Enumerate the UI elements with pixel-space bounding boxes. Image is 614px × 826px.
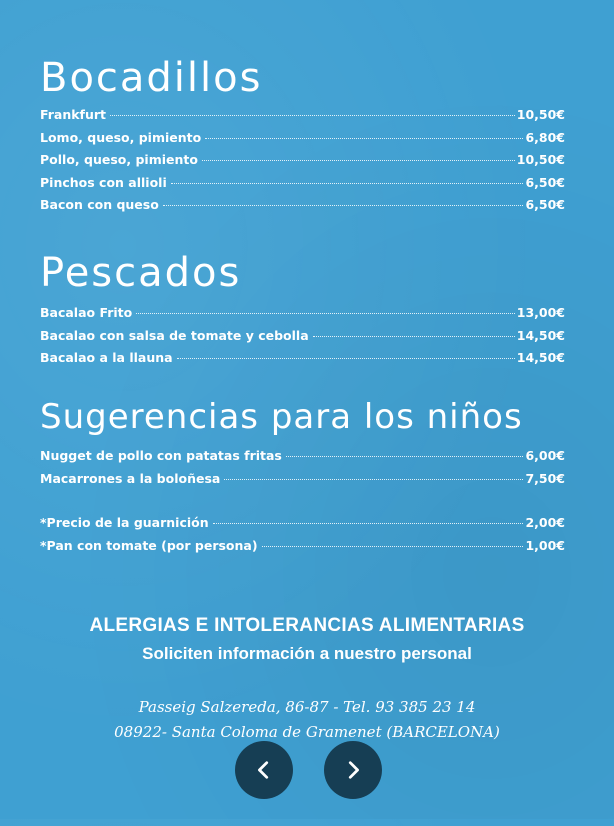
item-price: 6,50€ <box>525 174 565 190</box>
leader-dots <box>224 479 523 480</box>
next-page-button[interactable] <box>324 741 382 799</box>
item-name: Bacalao Frito <box>40 305 133 320</box>
menu-item <box>40 350 565 373</box>
section-title-pescados: Pescados <box>40 250 242 296</box>
menu-item <box>40 305 565 328</box>
item-name: Pollo, queso, pimiento <box>40 152 198 167</box>
item-price: 1,00€ <box>525 537 565 553</box>
item-name: *Pan con tomate (por persona) <box>40 537 258 553</box>
item-price: 6,80€ <box>525 129 565 145</box>
item-name: *Precio de la guarnición <box>40 515 209 530</box>
prev-page-button[interactable] <box>235 741 293 799</box>
leader-dots <box>262 546 524 547</box>
item-price: 2,00€ <box>525 515 565 530</box>
item-name: Lomo, queso, pimiento <box>40 129 202 145</box>
item-price: 13,00€ <box>516 305 565 320</box>
bocadillos-list <box>40 107 565 220</box>
item-price: 7,50€ <box>525 470 565 486</box>
item-name: Pinchos con allioli <box>40 174 167 190</box>
menu-item <box>40 515 565 538</box>
item-name: Nugget de pollo con patatas fritas <box>40 448 282 463</box>
menu-item <box>40 448 565 471</box>
item-price: 14,50€ <box>516 350 565 365</box>
leader-dots <box>205 138 523 139</box>
item-price: 10,50€ <box>516 107 565 122</box>
extras-list <box>40 515 565 560</box>
menu-item <box>40 130 565 153</box>
leader-dots <box>313 336 515 337</box>
item-name: Bacalao a la llauna <box>40 350 173 365</box>
leader-dots <box>171 183 524 184</box>
item-name: Macarrones a la boloñesa <box>40 470 221 486</box>
pescados-list <box>40 305 565 373</box>
item-name: Bacon con queso <box>40 197 159 212</box>
item-price: 10,50€ <box>516 152 565 167</box>
leader-dots <box>110 115 515 116</box>
item-name: Frankfurt <box>40 107 107 122</box>
leader-dots <box>136 313 515 314</box>
menu-item <box>40 328 565 351</box>
allergy-subtitle: Soliciten información a nuestro personal <box>142 644 472 663</box>
leader-dots <box>202 160 515 161</box>
section-title-bocadillos: Bocadillos <box>40 55 263 101</box>
item-price: 6,00€ <box>525 448 565 463</box>
leader-dots <box>163 205 524 206</box>
leader-dots <box>286 456 524 457</box>
address-line-1: Passeig Salzereda, 86-87 - Tel. 93 385 23 14 <box>138 698 476 716</box>
menu-item <box>40 471 565 494</box>
item-price: 6,50€ <box>525 197 565 212</box>
item-price: 14,50€ <box>516 327 565 343</box>
leader-dots <box>213 523 524 524</box>
cut-off-footer-text <box>228 806 388 826</box>
section-title-ninos: Sugerencias para los niños <box>40 397 523 437</box>
menu-item <box>40 107 565 130</box>
menu-item <box>40 175 565 198</box>
chevron-right-icon <box>342 759 364 781</box>
allergy-title: ALERGIAS E INTOLERANCIAS ALIMENTARIAS <box>89 615 525 636</box>
address-line-2: 08922- Santa Coloma de Gramenet (BARCELONA) <box>114 723 500 741</box>
menu-item <box>40 152 565 175</box>
chevron-left-icon <box>253 759 275 781</box>
leader-dots <box>177 358 515 359</box>
menu-item <box>40 197 565 220</box>
item-name: Bacalao con salsa de tomate y cebolla <box>40 327 309 343</box>
ninos-list <box>40 448 565 493</box>
menu-item <box>40 538 565 561</box>
